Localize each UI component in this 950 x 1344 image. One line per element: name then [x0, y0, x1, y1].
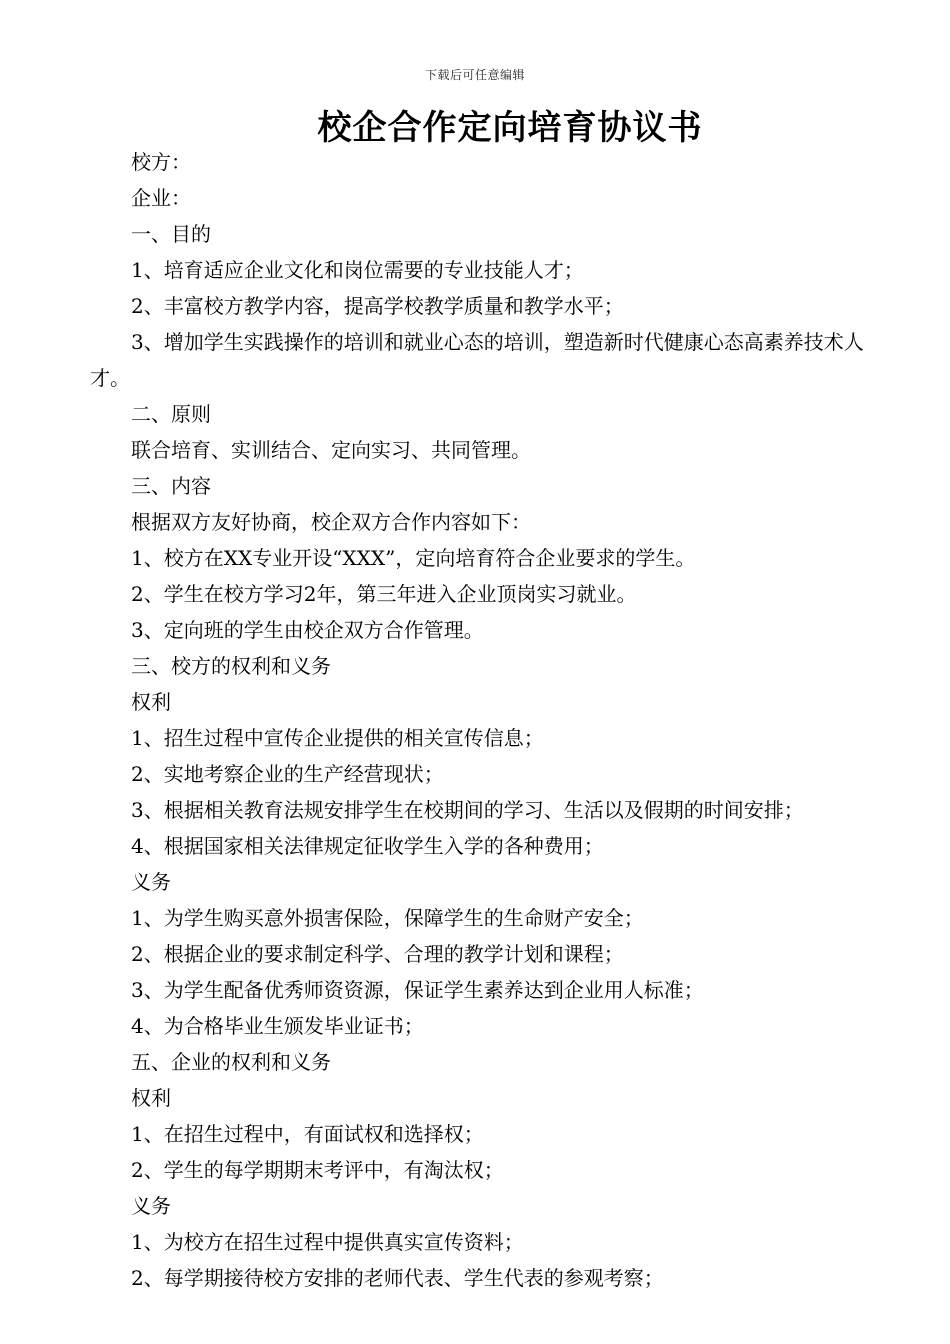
section-heading-content: 三、内容: [131, 474, 211, 498]
paragraph-enterprise-party: 企业：: [131, 186, 191, 210]
list-item: 2、学生的每学期期末考评中，有淘汰权；: [131, 1158, 504, 1182]
list-item: 1、校方在XX专业开设“XXX”，定向培育符合企业要求的学生。: [131, 546, 696, 570]
list-item: 2、实地考察企业的生产经营现状；: [131, 762, 444, 786]
list-item: 3、为学生配备优秀师资资源，保证学生素养达到企业用人标准；: [131, 978, 704, 1002]
document-body: [90, 144, 870, 1296]
list-item: 2、学生在校方学习2年，第三年进入企业顶岗实习就业。: [131, 582, 637, 606]
document-title: 校企合作定向培育协议书: [317, 108, 703, 148]
paragraph-content-intro: 根据双方友好协商，校企双方合作内容如下：: [131, 510, 531, 534]
subheading-obligations: 义务: [131, 1194, 171, 1218]
paragraph-school-party: 校方：: [131, 150, 191, 174]
list-item: 3、增加学生实践操作的培训和就业心态的培训，塑造新时代健康心态高素养技术人才。: [90, 330, 864, 390]
subheading-rights: 权利: [131, 690, 171, 714]
list-item: 1、为校方在招生过程中提供真实宣传资料；: [131, 1230, 524, 1254]
list-item: 2、每学期接待校方安排的老师代表、学生代表的参观考察；: [131, 1266, 664, 1290]
list-item: 1、在招生过程中，有面试权和选择权；: [131, 1122, 484, 1146]
list-item: 1、为学生购买意外损害保险，保障学生的生命财产安全；: [131, 906, 644, 930]
subheading-rights: 权利: [131, 1086, 171, 1110]
list-item: 3、根据相关教育法规安排学生在校期间的学习、生活以及假期的时间安排；: [131, 798, 804, 822]
list-item: 2、丰富校方教学内容，提高学校教学质量和教学水平；: [131, 294, 624, 318]
section-heading-principle: 二、原则: [131, 402, 211, 426]
section-heading-purpose: 一、目的: [131, 222, 211, 246]
subheading-obligations: 义务: [131, 870, 171, 894]
list-item: 1、招生过程中宣传企业提供的相关宣传信息；: [131, 726, 544, 750]
section-heading-school-rights: 三、校方的权利和义务: [131, 654, 331, 678]
list-item: 4、根据国家相关法律规定征收学生入学的各种费用；: [131, 834, 604, 858]
list-item: 3、定向班的学生由校企双方合作管理。: [131, 618, 484, 642]
header-note: 下载后可任意编辑: [424, 68, 525, 82]
list-item: 2、根据企业的要求制定科学、合理的教学计划和课程；: [131, 942, 624, 966]
list-item: 1、培育适应企业文化和岗位需要的专业技能人才；: [131, 258, 584, 282]
paragraph-principle: 联合培育、实训结合、定向实习、共同管理。: [131, 438, 531, 462]
list-item: 4、为合格毕业生颁发毕业证书；: [131, 1014, 424, 1038]
section-heading-enterprise-rights: 五、企业的权利和义务: [131, 1050, 331, 1074]
